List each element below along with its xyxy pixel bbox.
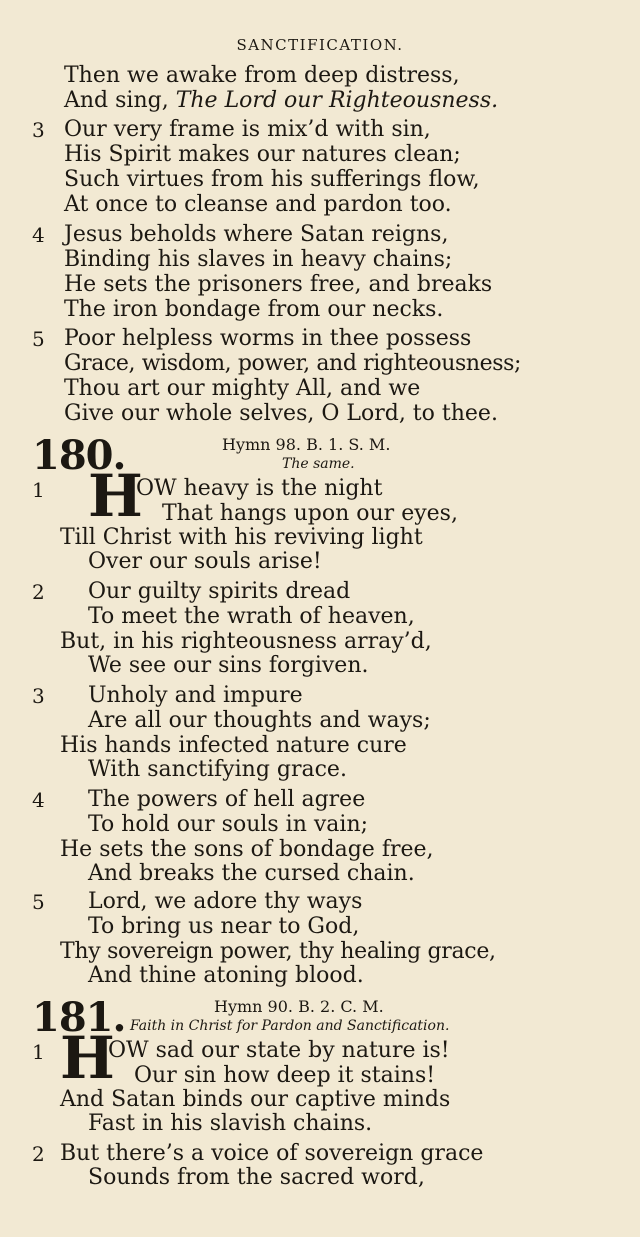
verse-line: He sets the sons of bondage free, bbox=[60, 837, 434, 862]
verse-line: OW heavy is the night bbox=[136, 476, 383, 501]
verse-line: With sanctifying grace. bbox=[88, 757, 347, 782]
verse-line: His Spirit makes our natures clean; bbox=[64, 142, 461, 167]
verse-line: Lord, we adore thy ways bbox=[88, 889, 363, 914]
verse-line: His hands infected nature cure bbox=[60, 733, 407, 758]
verse-line: Sounds from the sacred word, bbox=[88, 1165, 425, 1190]
hymn-number: 180. bbox=[32, 432, 126, 479]
stanza-number: 5 bbox=[32, 890, 45, 914]
hymn-subtitle: The same. bbox=[282, 456, 355, 472]
verse-line: But, in his righteousness array’d, bbox=[60, 629, 432, 654]
verse-line: Till Christ with his reviving light bbox=[60, 525, 423, 550]
hymn-subtitle: Faith in Christ for Pardon and Sanctification. bbox=[130, 1018, 450, 1034]
verse-line: Are all our thoughts and ways; bbox=[88, 708, 431, 733]
stanza-number: 2 bbox=[32, 580, 45, 604]
verse-line: And breaks the cursed chain. bbox=[88, 861, 415, 886]
verse-line bbox=[64, 89, 498, 113]
hymn-meta: Hymn 90. B. 2. C. M. bbox=[214, 997, 384, 1016]
stanza-number: 1 bbox=[32, 478, 45, 502]
verse-line: At once to cleanse and pardon too. bbox=[64, 192, 452, 217]
verse-line: He sets the prisoners free, and breaks bbox=[64, 272, 493, 297]
verse-line: Our sin how deep it stains! bbox=[134, 1063, 436, 1088]
hymn-meta: Hymn 98. B. 1. S. M. bbox=[222, 435, 391, 454]
verse-line: Then we awake from deep distress, bbox=[64, 63, 460, 88]
drop-cap: H bbox=[88, 462, 143, 530]
verse-line: To meet the wrath of heaven, bbox=[88, 604, 415, 629]
verse-line: Thy sovereign power, thy healing grace, bbox=[60, 939, 496, 964]
italic-phrase: The Lord our Righteousness. bbox=[175, 88, 499, 113]
stanza-number: 4 bbox=[32, 788, 45, 812]
verse-line: And thine atoning blood. bbox=[88, 963, 364, 988]
verse-line: The powers of hell agree bbox=[88, 787, 366, 812]
stanza-number: 1 bbox=[32, 1040, 45, 1064]
verse-line: To bring us near to God, bbox=[88, 914, 360, 939]
stanza-number: 3 bbox=[32, 118, 45, 142]
verse-line: And Satan binds our captive minds bbox=[60, 1087, 451, 1112]
verse-line: The iron bondage from our necks. bbox=[64, 297, 444, 322]
drop-cap: H bbox=[60, 1024, 115, 1092]
verse-line: To hold our souls in vain; bbox=[88, 812, 369, 837]
verse-line: We see our sins forgiven. bbox=[88, 653, 369, 678]
verse-line: Thou art our mighty All, and we bbox=[64, 376, 421, 401]
verse-line: Our guilty spirits dread bbox=[88, 579, 351, 604]
verse-line: Our very frame is mix’d with sin, bbox=[64, 117, 431, 142]
verse-line: That hangs upon our eyes, bbox=[162, 501, 458, 526]
verse-text: And sing, bbox=[64, 88, 169, 113]
verse-line: Such virtues from his sufferings flow, bbox=[64, 167, 480, 192]
running-header: SANCTIFICATION. bbox=[236, 36, 404, 54]
verse-line: Poor helpless worms in thee possess bbox=[64, 326, 472, 351]
hymn-number: 181. bbox=[32, 994, 126, 1041]
stanza-number: 5 bbox=[32, 327, 45, 351]
verse-line: Grace, wisdom, power, and righteousness; bbox=[64, 351, 522, 376]
verse-line: Binding his slaves in heavy chains; bbox=[64, 247, 453, 272]
stanza-number: 3 bbox=[32, 684, 45, 708]
verse-line: Fast in his slavish chains. bbox=[88, 1111, 373, 1136]
verse-line: Give our whole selves, O Lord, to thee. bbox=[64, 401, 498, 426]
verse-line: OW sad our state by nature is! bbox=[108, 1038, 450, 1063]
stanza-number: 4 bbox=[32, 223, 45, 247]
verse-line: Jesus beholds where Satan reigns, bbox=[64, 222, 449, 247]
stanza-number: 2 bbox=[32, 1142, 45, 1166]
verse-line: Over our souls arise! bbox=[88, 549, 322, 574]
verse-line: But there’s a voice of sovereign grace bbox=[60, 1141, 484, 1166]
verse-line: Unholy and impure bbox=[88, 683, 303, 708]
